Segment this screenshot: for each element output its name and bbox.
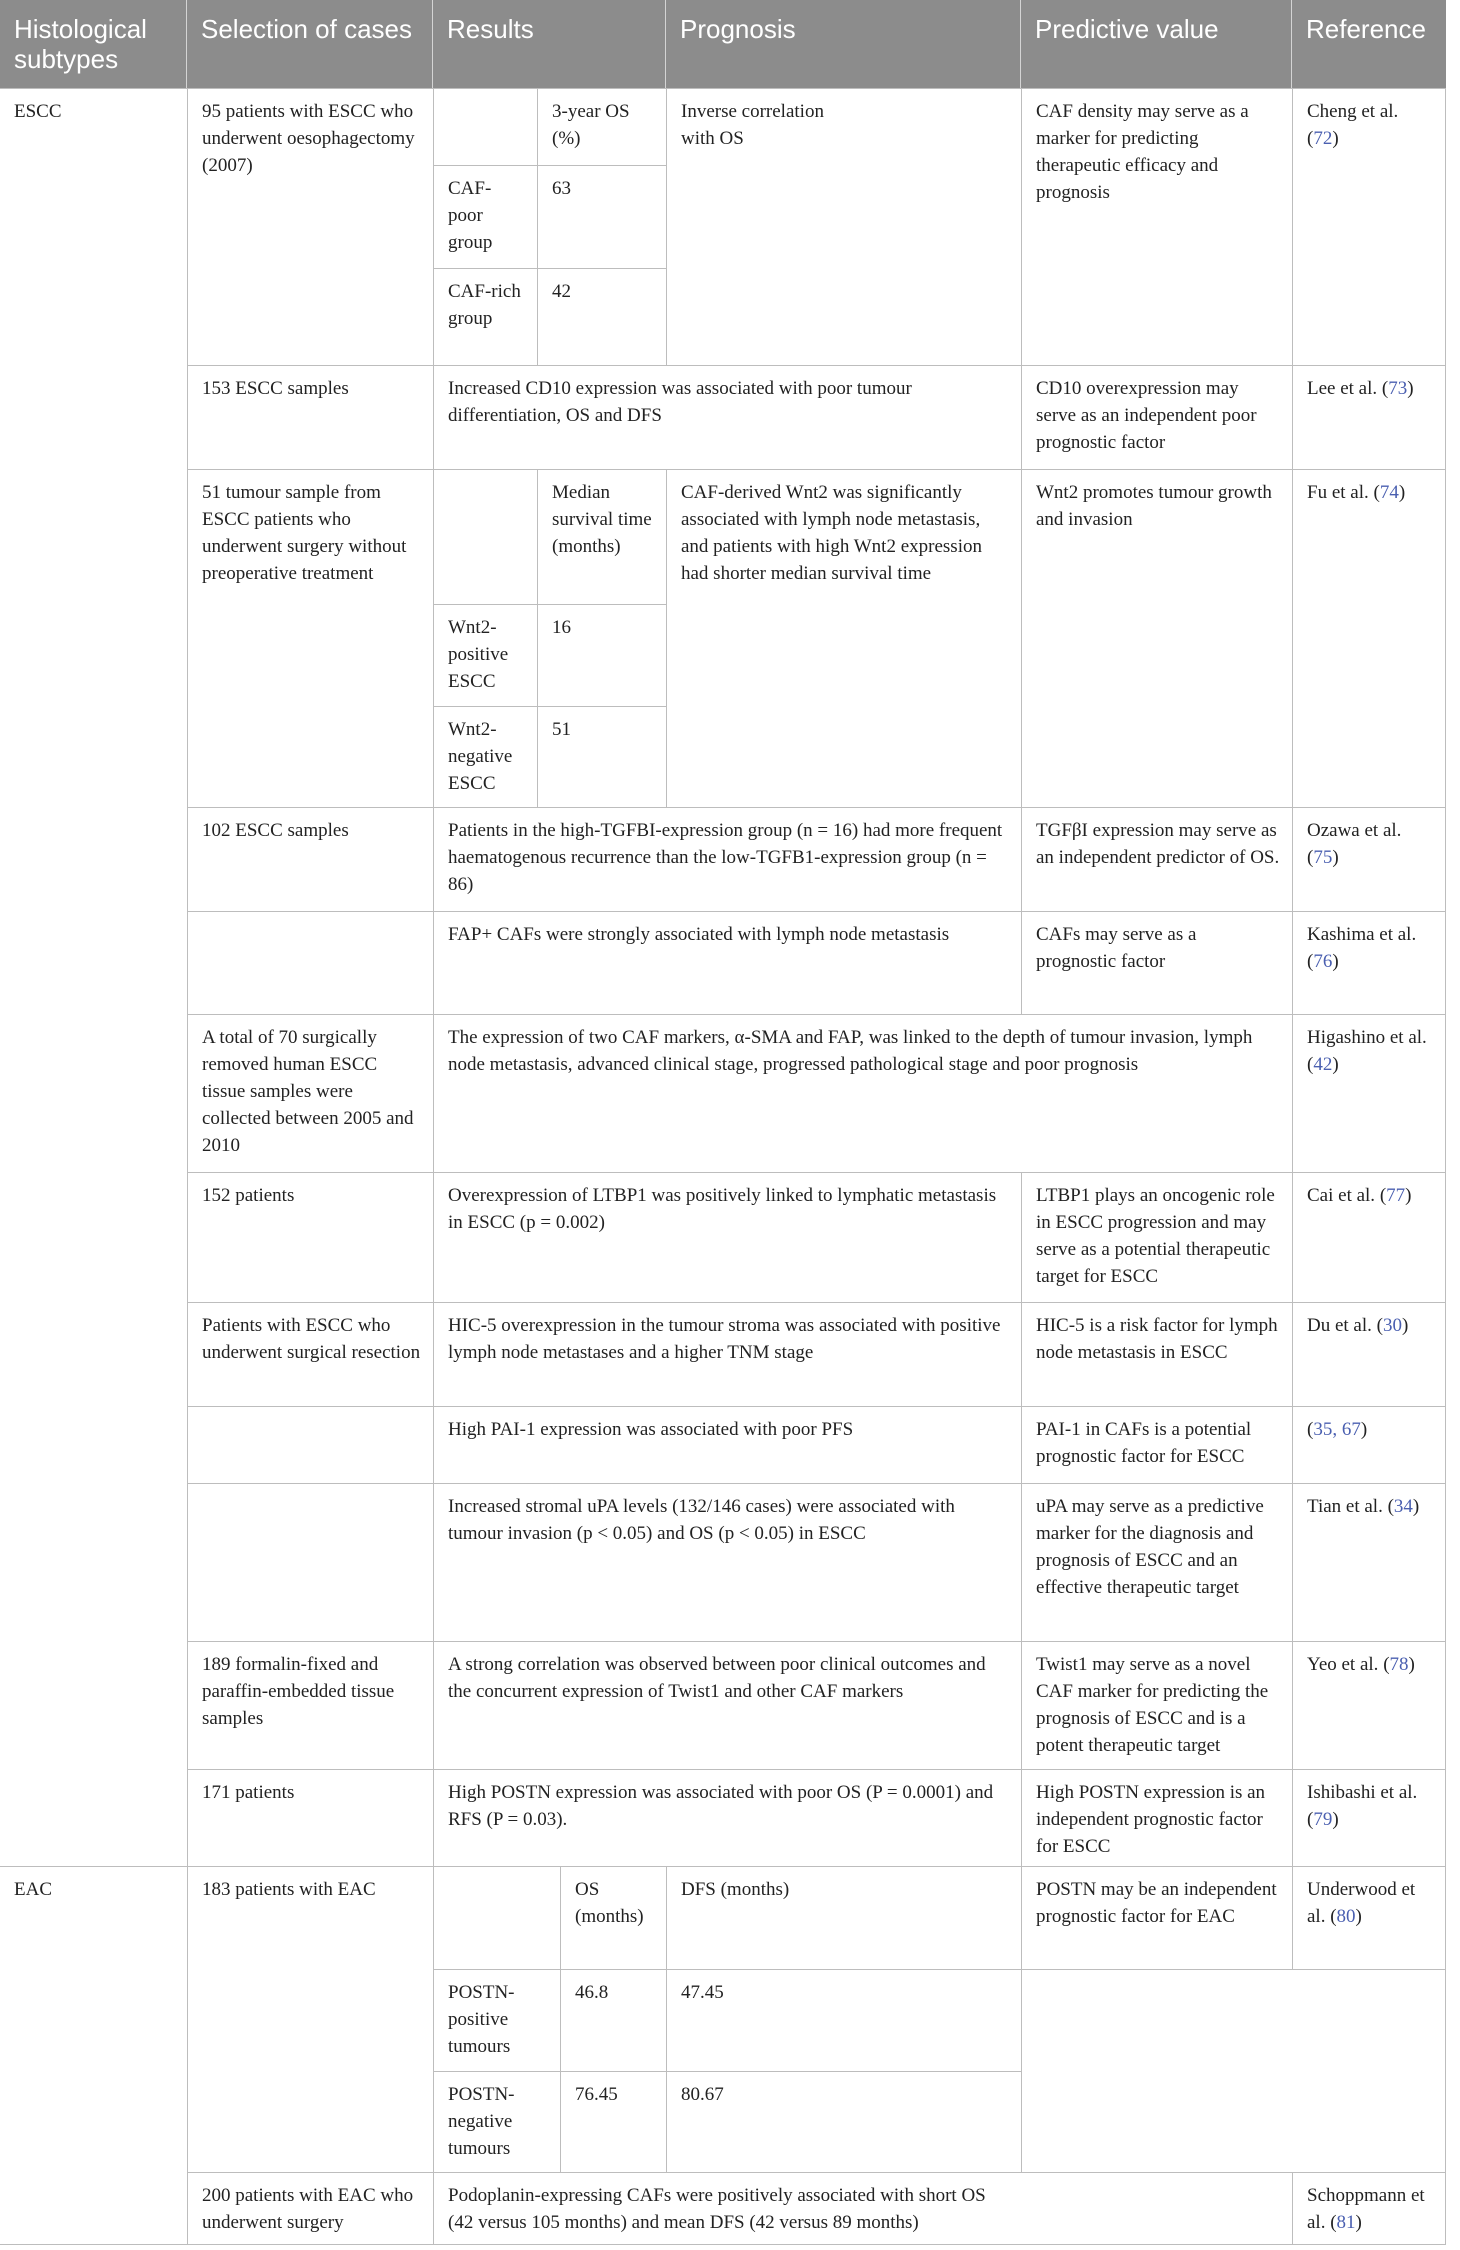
reference-author: Fu et al. [1307,482,1369,503]
header-results: Results [433,0,666,88]
reference-author: Underwood et al. [1307,1879,1416,1927]
subtype-escc: ESCC [0,88,187,1866]
row-1-selection: 153 ESCC samples [187,365,433,469]
row-12-predictive: POSTN may be an independent prognostic factor for EAC [1021,1866,1292,1969]
row-3-reference: Ozawa et al. (75) [1292,807,1446,911]
row-11-selection: 171 patients [187,1769,433,1866]
row-13-predictive-empty [1021,2172,1292,2244]
reference-link[interactable]: 74 [1379,482,1399,503]
row-0-subtable-value: 63 [537,165,666,268]
header-reference: Reference [1292,0,1446,88]
table-right-border [1445,88,1446,2244]
header-selection-of-cases: Selection of cases [187,0,433,88]
row-12-subtable-corner [433,1866,560,1969]
row-1-results: Increased CD10 expression was associated with poor tumour differentiation, OS and DFS [433,365,1021,469]
table-bottom-border [0,2244,1446,2245]
reference-author: Kashima et al. [1307,924,1417,945]
row-10-results: A strong correlation was observed between poor clinical outcomes and the concurrent expression of Twist1 and other CAF markers [433,1641,1021,1769]
row-10-reference: Yeo et al. (78) [1292,1641,1446,1769]
row-9-results: Increased stromal uPA levels (132/146 cases) were associated with tumour invasion (p < 0.05) and OS (p < 0.05) in ESCC [433,1483,1021,1641]
row-7-selection: Patients with ESCC who underwent surgical resection [187,1302,433,1406]
reference-author: Yeo et al. [1307,1654,1379,1675]
header-histological-subtypes: Histological subtypes [0,0,187,88]
reference-link[interactable]: 77 [1386,1185,1406,1206]
row-12-reference: Underwood et al. (80) [1292,1866,1446,1969]
row-6-results: Overexpression of LTBP1 was positively linked to lymphatic metastasis in ESCC (p = 0.002) [433,1172,1021,1302]
reference-link[interactable]: 34 [1393,1496,1413,1517]
row-4-predictive: CAFs may serve as a prognostic factor [1021,911,1292,1014]
row-4-reference: Kashima et al. (76) [1292,911,1446,1014]
row-0-subtable-label: CAF-rich group [433,268,537,365]
row-11-reference: Ishibashi et al. (79) [1292,1769,1446,1866]
row-2-predictive: Wnt2 promotes tumour growth and invasion [1021,469,1292,807]
reference-author: Cheng et al. [1307,101,1399,122]
row-6-reference: Cai et al. (77) [1292,1172,1446,1302]
row-5-results: The expression of two CAF markers, α-SMA and FAP, was linked to the depth of tumour invasion, lymph node metastasis, advanced clinical stage, progressed pathological stage and poor prognosis [433,1014,1292,1172]
row-0-predictive: CAF density may serve as a marker for predicting therapeutic efficacy and prognosis [1021,88,1292,365]
row-12-subtable-label: POSTN-positive tumours [433,1969,560,2071]
reference-link[interactable]: 81 [1336,2212,1356,2233]
reference-link[interactable]: 35, 67 [1313,1419,1361,1440]
row-11-results: High POSTN expression was associated with poor OS (P = 0.0001) and RFS (P = 0.03). [433,1769,1021,1866]
row-0-prognosis: Inverse correlation with OS [666,88,1021,365]
row-13-selection: 200 patients with EAC who underwent surgery [187,2172,433,2244]
row-9-predictive: uPA may serve as a predictive marker for the diagnosis and prognosis of ESCC and an effective therapeutic target [1021,1483,1292,1641]
row-2-subtable-value: 16 [537,604,666,706]
header-prognosis: Prognosis [666,0,1021,88]
row-10-selection: 189 formalin-fixed and paraffin-embedded tissue samples [187,1641,433,1769]
row-11-predictive: High POSTN expression is an independent prognostic factor for ESCC [1021,1769,1292,1866]
reference-author: Du et al. [1307,1315,1372,1336]
row-4-selection [187,911,433,1014]
reference-author: Lee et al. [1307,378,1378,399]
row-8-selection [187,1406,433,1483]
reference-author: Ozawa et al. [1307,820,1402,841]
row-4-results: FAP+ CAFs were strongly associated with lymph node metastasis [433,911,1021,1014]
row-12-subtable-label: POSTN-negative tumours [433,2071,560,2172]
row-13-reference: Schoppmann et al. (81) [1292,2172,1446,2244]
row-3-selection: 102 ESCC samples [187,807,433,911]
row-12-subtable-header-os: OS (months) [560,1866,666,1969]
row-0-selection: 95 patients with ESCC who underwent oesophagectomy (2007) [187,88,433,365]
row-2-subtable-label: Wnt2-negative ESCC [433,706,537,807]
row-2-reference: Fu et al. (74) [1292,469,1446,807]
row-9-reference: Tian et al. (34) [1292,1483,1446,1641]
reference-author: Ishibashi et al. [1307,1782,1418,1803]
row-12-subtable-os: 46.8 [560,1969,666,2071]
row-2-subtable-header: Median survival time (months) [537,469,666,604]
row-5-selection: A total of 70 surgically removed human ESCC tissue samples were collected between 2005 and 2010 [187,1014,433,1172]
reference-author: Cai et al. [1307,1185,1376,1206]
reference-link[interactable]: 78 [1389,1654,1409,1675]
row-3-predictive: TGFβI expression may serve as an independent predictor of OS. [1021,807,1292,911]
row-12-subtable-dfs: 47.45 [666,1969,1021,2071]
row-8-predictive: PAI-1 in CAFs is a potential prognostic factor for ESCC [1021,1406,1292,1483]
row-1-predictive: CD10 overexpression may serve as an independent poor prognostic factor [1021,365,1292,469]
row-13-results: Podoplanin-expressing CAFs were positively associated with short OS (42 versus 105 months) and mean DFS (42 versus 89 months) [433,2172,1021,2244]
row-5-reference: Higashino et al. (42) [1292,1014,1446,1172]
row-12-subtable-dfs: 80.67 [666,2071,1021,2172]
reference-link[interactable]: 72 [1313,128,1333,149]
reference-author: Schoppmann et al. [1307,2185,1425,2233]
reference-link[interactable]: 73 [1388,378,1408,399]
reference-link[interactable]: 75 [1313,847,1333,868]
row-0-reference: Cheng et al. (72) [1292,88,1446,365]
row-10-predictive: Twist1 may serve as a novel CAF marker for predicting the prognosis of ESCC and is a potent therapeutic target [1021,1641,1292,1769]
row-8-reference: (35, 67) [1292,1406,1446,1483]
row-8-results: High PAI-1 expression was associated with poor PFS [433,1406,1021,1483]
row-2-subtable-label: Wnt2-positive ESCC [433,604,537,706]
row-3-results: Patients in the high-TGFBI-expression group (n = 16) had more frequent haematogenous recurrence than the low-TGFB1-expression group (n = 86) [433,807,1021,911]
row-12-empty-right [1021,1969,1446,2172]
row-12-subtable-os: 76.45 [560,2071,666,2172]
reference-author: Tian et al. [1307,1496,1383,1517]
row-0-subtable-label: CAF-poor group [433,165,537,268]
row-7-reference: Du et al. (30) [1292,1302,1446,1406]
row-0-subtable-value: 42 [537,268,666,365]
reference-author: Higashino et al. [1307,1027,1427,1048]
row-6-predictive: LTBP1 plays an oncogenic role in ESCC progression and may serve as a potential therapeutic target for ESCC [1021,1172,1292,1302]
row-12-selection: 183 patients with EAC [187,1866,433,2172]
row-0-subtable-corner [433,88,537,165]
row-12-subtable-header-dfs: DFS (months) [666,1866,1021,1969]
row-0-subtable-header: 3-year OS (%) [537,88,666,165]
header-predictive-value: Predictive value [1021,0,1292,88]
row-9-selection [187,1483,433,1641]
reference-link[interactable]: 80 [1336,1906,1356,1927]
reference-link[interactable]: 30 [1382,1315,1402,1336]
row-2-subtable-corner [433,469,537,604]
reference-link[interactable]: 42 [1313,1054,1333,1075]
reference-link[interactable]: 79 [1313,1809,1333,1830]
row-1-reference: Lee et al. (73) [1292,365,1446,469]
row-2-prognosis: CAF-derived Wnt2 was significantly associated with lymph node metastasis, and patients with high Wnt2 expression had shorter median survival time [666,469,1021,807]
row-2-selection: 51 tumour sample from ESCC patients who underwent surgery without preoperative treatment [187,469,433,807]
subtype-eac: EAC [0,1866,187,2244]
row-7-predictive: HIC-5 is a risk factor for lymph node metastasis in ESCC [1021,1302,1292,1406]
row-6-selection: 152 patients [187,1172,433,1302]
row-7-results: HIC-5 overexpression in the tumour stroma was associated with positive lymph node metastases and a higher TNM stage [433,1302,1021,1406]
reference-link[interactable]: 76 [1313,951,1333,972]
row-2-subtable-value: 51 [537,706,666,807]
